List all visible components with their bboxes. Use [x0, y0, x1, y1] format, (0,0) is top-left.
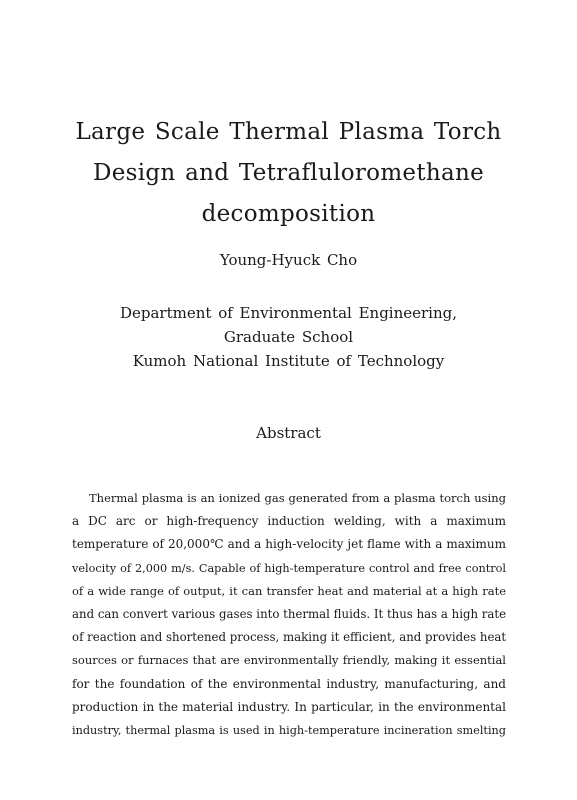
abstract-heading: Abstract	[256, 424, 321, 442]
affiliation-school: Graduate School	[223, 328, 354, 346]
abstract-line: a DC arc or high-frequency induction welding, with a maximum	[72, 514, 506, 529]
abstract-line: of reaction and shortened process, making it efficient, and provides heat	[72, 630, 507, 645]
abstract-line: Thermal plasma is an ionized gas generated from a plasma torch using	[89, 491, 506, 505]
affiliation-institute: Kumoh National Institute of Technology	[132, 352, 445, 370]
affiliation	[0, 301, 577, 373]
abstract-line: temperature of 20,000℃ and a high-velocity jet flame with a maximum	[72, 537, 506, 552]
abstract-line: industry, thermal plasma is used in high-temperature incineration smelting	[72, 723, 506, 737]
affiliation-department: Department of Environmental Engineering,	[119, 304, 458, 322]
abstract-line: and can convert various gases into thermal fluids. It thus has a high rate	[72, 606, 507, 621]
abstract-line: sources or furnaces that are environmentally friendly, making it essential	[72, 653, 506, 668]
title-line-3: decomposition	[201, 201, 376, 227]
abstract-line: production in the material industry. In particular, in the environmental	[72, 699, 506, 714]
abstract-line: for the foundation of the environmental industry, manufacturing, and	[72, 676, 506, 691]
title-line-2: Design and Tetrafluloromethane	[92, 160, 485, 186]
abstract-line: of a wide range of output, it can transfer heat and material at a high rate	[72, 583, 506, 598]
abstract-line: velocity of 2,000 m/s. Capable of high-temperature control and free control	[72, 561, 506, 575]
abstract-body	[72, 487, 506, 742]
paper-title	[0, 112, 577, 235]
title-line-1: Large Scale Thermal Plasma Torch	[75, 119, 502, 145]
author-name: Young-Hyuck Cho	[219, 251, 358, 269]
